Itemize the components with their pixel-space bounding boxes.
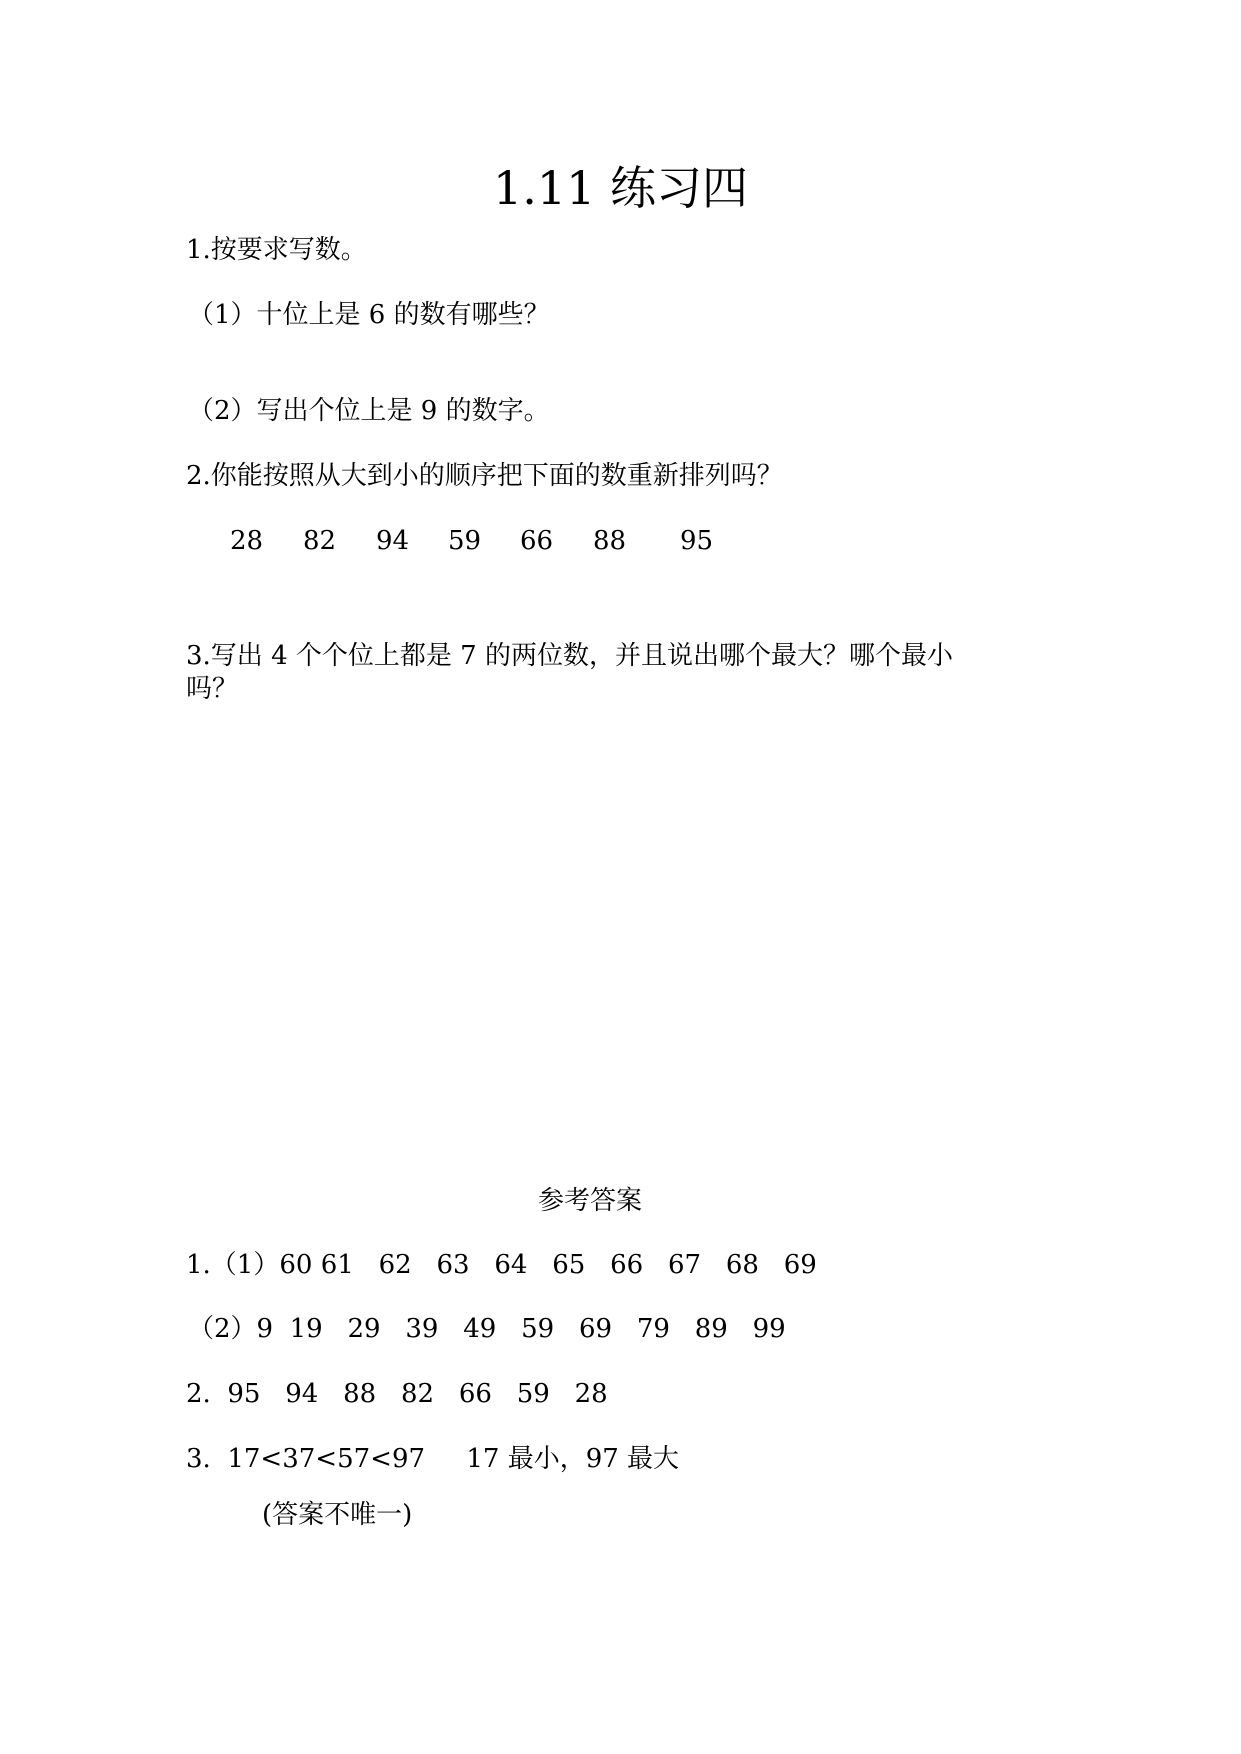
number-item: 88	[593, 526, 627, 556]
number-list	[0, 528, 1241, 558]
answer-note: (答案不唯一)	[262, 1500, 413, 1530]
question-1-part-2: （2）写出个位上是 9 的数字。	[188, 396, 550, 426]
answer-1-part-1: 1.（1）60 61 62 63 64 65 66 67 68 69	[186, 1250, 817, 1280]
answer-2: 2. 95 94 88 82 66 59 28	[186, 1379, 608, 1409]
question-3-line-2: 吗？	[186, 674, 239, 704]
number-item: 82	[303, 526, 337, 556]
question-1: 1.按要求写数。	[186, 235, 367, 265]
answer-3: 3. 17<37<57<97 17 最小，97 最大	[186, 1444, 680, 1474]
page-title: 1.11 练习四	[492, 161, 749, 215]
number-item: 28	[230, 526, 264, 556]
question-1-part-1: （1）十位上是 6 的数有哪些？	[188, 300, 550, 330]
number-item: 95	[680, 526, 714, 556]
answer-1-part-2: （2）9 19 29 39 49 59 69 79 89 99	[188, 1314, 786, 1344]
number-item: 59	[448, 526, 482, 556]
question-3-line-1: 3.写出 4 个个位上都是 7 的两位数，并且说出哪个最大？哪个最小	[186, 641, 953, 671]
number-item: 66	[520, 526, 554, 556]
number-item: 94	[376, 526, 410, 556]
answer-heading: 参考答案	[537, 1186, 642, 1216]
question-2: 2.你能按照从大到小的顺序把下面的数重新排列吗？	[186, 461, 783, 491]
